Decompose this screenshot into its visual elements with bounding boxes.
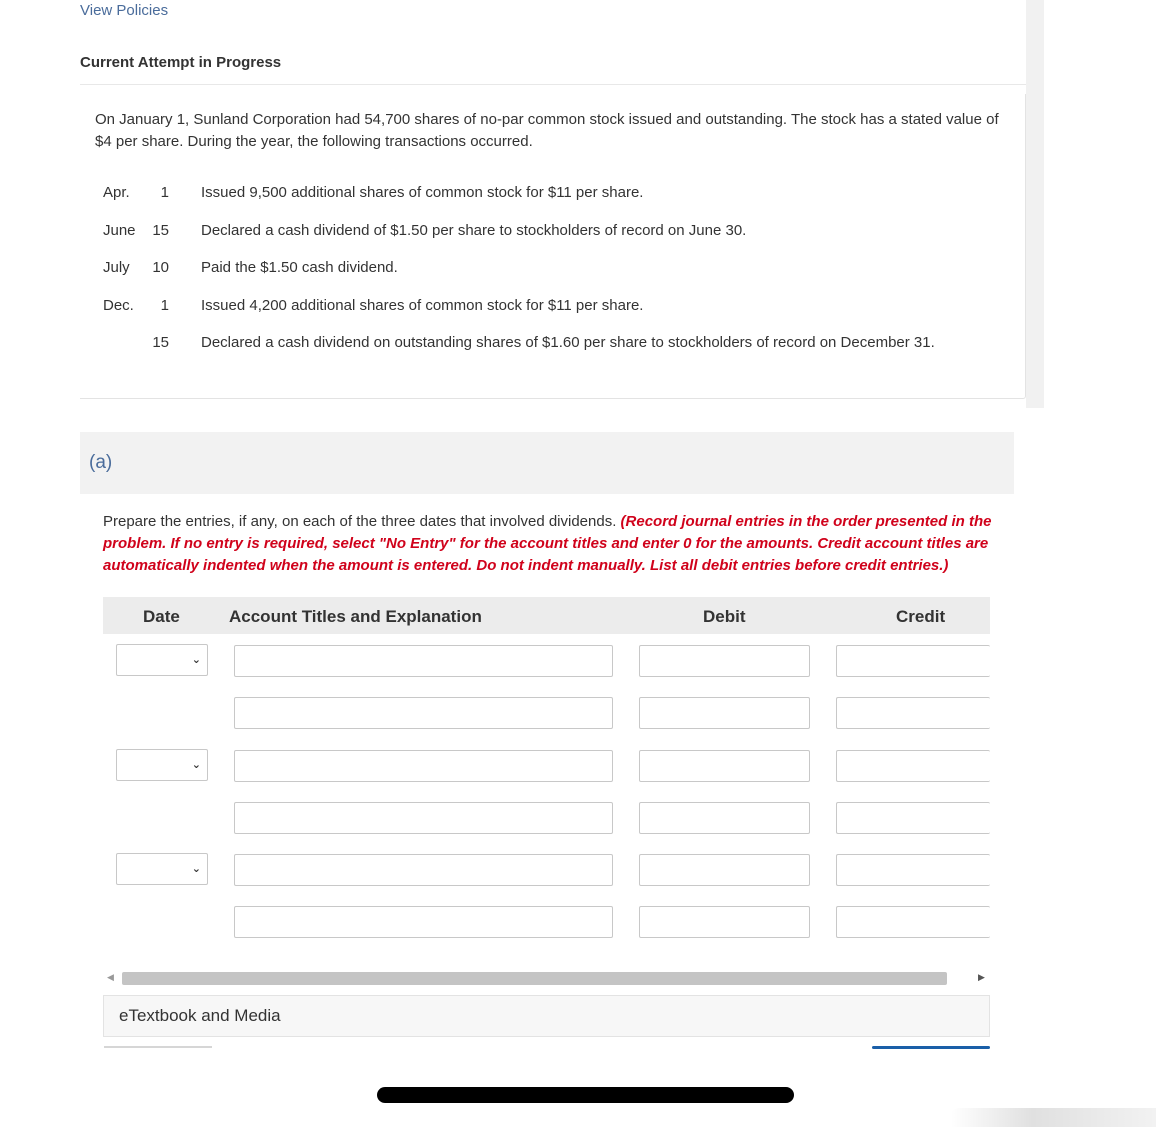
- transaction-month: Apr.: [103, 184, 130, 201]
- home-indicator[interactable]: [377, 1087, 794, 1103]
- transaction-month: June: [103, 222, 136, 239]
- transaction-month: July: [103, 259, 130, 276]
- account-title-input[interactable]: [234, 750, 613, 782]
- date-select[interactable]: [116, 644, 208, 676]
- part-label: (a): [89, 452, 113, 473]
- credit-input[interactable]: [836, 697, 990, 729]
- scroll-right-arrow-icon[interactable]: ▶: [978, 972, 985, 982]
- transaction-day: 15: [152, 334, 169, 351]
- account-title-input[interactable]: [234, 906, 613, 938]
- attempt-status: Current Attempt in Progress: [80, 54, 282, 71]
- debit-input[interactable]: [639, 645, 810, 677]
- transaction-day: 10: [152, 259, 169, 276]
- date-select[interactable]: [116, 853, 208, 885]
- transaction-description: Declared a cash dividend of $1.50 per share to stockholders of record on June 30.: [201, 222, 747, 239]
- transaction-description: Declared a cash dividend on outstanding shares of $1.60 per share to stockholders of record on December 31.: [201, 334, 935, 351]
- transaction-day: 1: [160, 184, 169, 201]
- debit-input[interactable]: [639, 750, 810, 782]
- credit-input[interactable]: [836, 802, 990, 834]
- debit-input[interactable]: [639, 906, 810, 938]
- instruction-text: Prepare the entries, if any, on each of the three dates that involved dividends.: [103, 513, 621, 530]
- account-title-input[interactable]: [234, 854, 613, 886]
- etextbook-divider: [104, 1046, 212, 1048]
- date-select[interactable]: [116, 749, 208, 781]
- credit-input[interactable]: [836, 645, 990, 677]
- problem-intro: On January 1, Sunland Corporation had 54,700 shares of no-par common stock issued and outstanding. The stock has a stated value of $4 per share. During the year, the following transactions occurred.: [95, 111, 999, 150]
- column-header-credit: Credit: [896, 607, 946, 626]
- instruction-note: (Record journal entries in the order presented in the problem. If no entry is required, select "No Entry" for the account titles and enter 0 for the amounts. Credit account titles are automatically indented when the amount is entered. Do not indent manually. List all debit entries before credit entries.): [103, 513, 992, 574]
- transaction-month: Dec.: [103, 297, 134, 314]
- etextbook-accent-bar: [872, 1046, 990, 1049]
- credit-input[interactable]: [836, 854, 990, 886]
- divider: [80, 84, 1026, 85]
- chevron-down-icon: ⌄: [191, 759, 201, 771]
- scroll-left-arrow-icon[interactable]: ◀: [107, 972, 114, 982]
- debit-input[interactable]: [639, 697, 810, 729]
- transaction-description: Issued 9,500 additional shares of common stock for $11 per share.: [201, 184, 644, 201]
- chevron-down-icon: ⌄: [191, 863, 201, 875]
- credit-input[interactable]: [836, 906, 990, 938]
- debit-input[interactable]: [639, 802, 810, 834]
- credit-input[interactable]: [836, 750, 990, 782]
- transaction-day: 1: [160, 297, 169, 314]
- transaction-day: 15: [152, 222, 169, 239]
- column-header-account: Account Titles and Explanation: [229, 607, 482, 626]
- chevron-down-icon: ⌄: [191, 654, 201, 666]
- debit-input[interactable]: [639, 854, 810, 886]
- account-title-input[interactable]: [234, 802, 613, 834]
- part-header: [80, 432, 1014, 494]
- column-header-debit: Debit: [703, 607, 746, 626]
- etextbook-label[interactable]: eTextbook and Media: [119, 1006, 281, 1025]
- instructions: [103, 511, 993, 577]
- account-title-input[interactable]: [234, 697, 613, 729]
- account-title-input[interactable]: [234, 645, 613, 677]
- transaction-description: Issued 4,200 additional shares of common stock for $11 per share.: [201, 297, 644, 314]
- page-edge-shade: [1026, 0, 1044, 408]
- view-policies-link[interactable]: View Policies: [80, 2, 169, 19]
- corner-shadow: [950, 1108, 1156, 1127]
- transaction-description: Paid the $1.50 cash dividend.: [201, 259, 398, 276]
- column-header-date: Date: [143, 607, 180, 626]
- horizontal-scrollbar[interactable]: [122, 972, 947, 985]
